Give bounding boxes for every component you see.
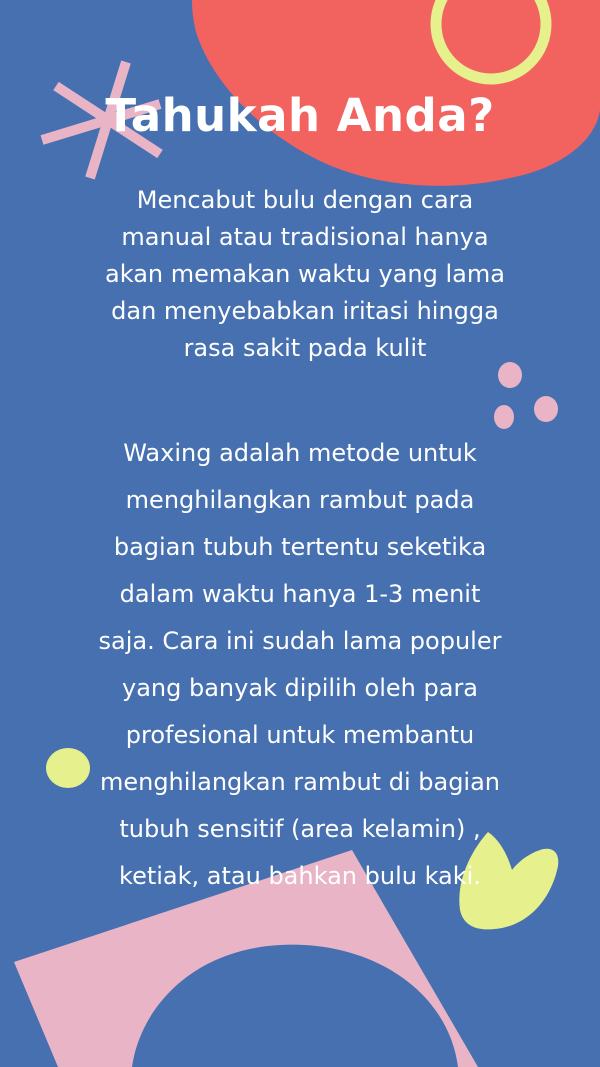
- waxing-paragraph: Waxing adalah metode untuk menghilangkan rambut pada bagian tubuh tertentu seketika dalam waktu hanya 1-3 menit saja. Cara ini sudah lama populer yang banyak dipilih oleh para profesional untuk membantu menghilangkan rambut di bagian tubuh sensitif (area kelamin) , ketiak, atau bahkan bulu kaki.: [98, 439, 502, 890]
- pink-dots-shape: [494, 362, 558, 429]
- poster-title: Tahukah Anda?: [105, 89, 495, 142]
- intro-paragraph: Mencabut bulu dengan cara manual atau tradisional hanya akan memakan waktu yang lama dan menyebabkan iritasi hingga rasa sakit pada kulit: [105, 186, 505, 362]
- lime-dot-shape: [46, 748, 90, 788]
